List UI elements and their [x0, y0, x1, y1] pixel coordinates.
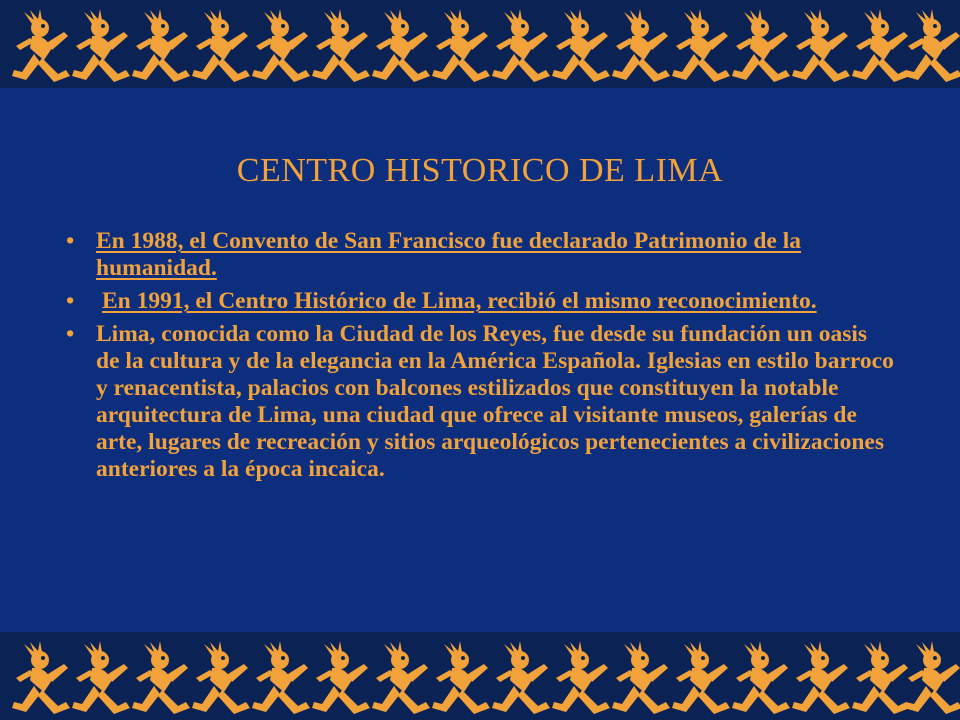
bullet-dot: •: [66, 321, 75, 347]
bullet-list: [66, 228, 896, 489]
bullet-text-lima: Lima, conocida como la Ciudad de los Reyes, fue desde su fundación un oasis de la cultura y de la elegancia en la América Española. Iglesias en estilo barroco y renacentista, palacios con balcones estilizados que constituyen la notable arquitectura de Lima, una ciudad que ofrece al visitante museos, galerías de arte, lugares de recreación y sitios arqueológicos pertenecientes a civilizaciones anteriores a la época incaica.: [96, 321, 894, 482]
bullet-dot: •: [66, 288, 75, 314]
bullet-item: [66, 321, 896, 483]
bullet-dot: •: [66, 228, 75, 254]
bullet-item: [66, 228, 896, 282]
bullet-item: [66, 288, 896, 315]
running-figures-frieze-top: [0, 0, 960, 88]
running-figures-frieze-bottom: [0, 632, 960, 720]
link-centro-historico[interactable]: En 1991, el Centro Histórico de Lima, recibió el mismo reconocimiento.: [102, 288, 817, 314]
slide-title: CENTRO HISTORICO DE LIMA: [236, 152, 724, 189]
link-convento-san-francisco[interactable]: En 1988, el Convento de San Francisco fue declarado Patrimonio de la humanidad.: [96, 228, 801, 281]
bottom-decorative-band: [0, 632, 960, 720]
top-decorative-band: [0, 0, 960, 88]
